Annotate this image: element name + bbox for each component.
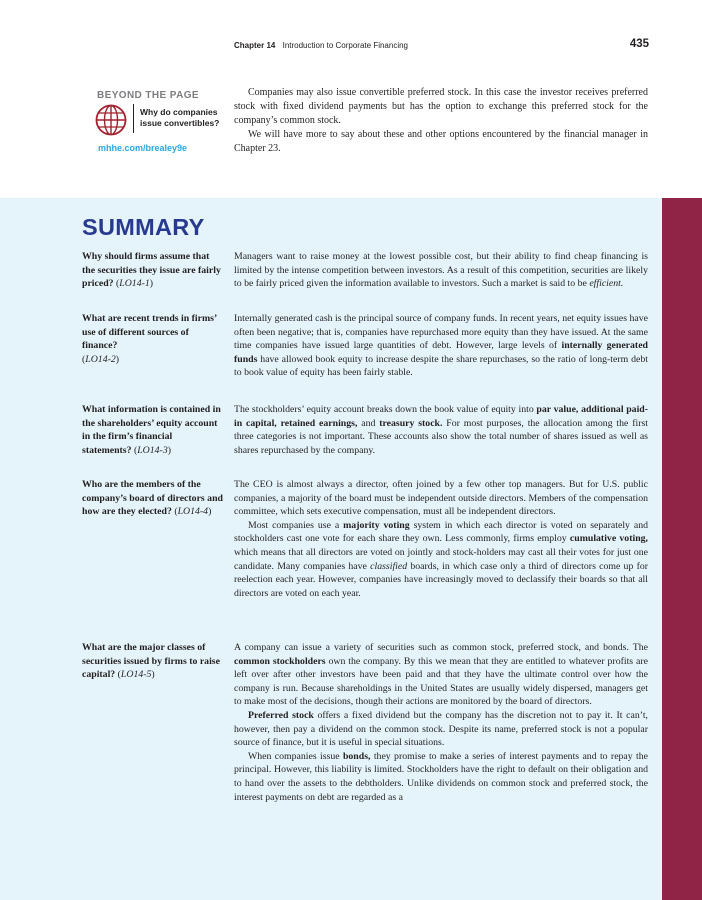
beyond-the-page-caption: Why do companies issue convertibles? — [140, 107, 220, 128]
summary-question: What are recent trends in firms’ use of different sources of finance? (LO14-2) — [82, 313, 217, 365]
divider — [133, 104, 134, 133]
side-tab — [662, 198, 702, 900]
summary-answer: The CEO is almost always a director, often joined by a few other top managers. But for U.S. public companies, a majority of the board must be independent outside directors. Members of the compensation committee, which sets executive compensation, must all be independent directors. Most companies use a majority voting system in which each director is voted on separately and stockholders cast one vote for each share they own. Less commonly, firms employ cumulative voting, which means that all directors are voted on jointly and stock-holders may cast all their votes for just one candidate. Many companies have classified boards, in which case only a third of directors come up for reelection each year. However, companies have increasingly moved to declassify their boards so that all directors are voted on each year. — [234, 479, 649, 599]
running-header — [234, 41, 408, 50]
learning-objective: LO14-3 — [137, 444, 168, 456]
summary-answer: Internally generated cash is the principal source of company funds. In recent years, net equity issues have often been negative; that is, companies have repurchased more equity than they have issued. At the same time companies have issued large quantities of debt. However, large levels of internally generated funds have allowed book equity to increase despite the share repurchases, so the ratio of long-term debt to book value of equity has been fairly stable. — [234, 313, 648, 379]
intro-paragraph: We will have more to say about these and other options encountered by the financial manager in Chapter 23. — [234, 129, 648, 154]
summary-question: What information is contained in the shareholders’ equity account in the firm’s financial statements? (LO14-3) — [82, 404, 221, 456]
intro-text — [234, 86, 648, 156]
learning-objective: LO14-2 — [85, 353, 116, 365]
learning-objective: LO14-5 — [120, 669, 152, 681]
learning-objective: LO14-1 — [119, 278, 150, 290]
summary-title: SUMMARY — [82, 214, 205, 240]
chapter-title: Introduction to Corporate Financing — [282, 41, 408, 50]
chapter-label: Chapter 14 — [234, 41, 276, 50]
intro-paragraph: Companies may also issue convertible preferred stock. In this case the investor receives preferred stock with fixed dividend payments but has the option to exchange this preferred stock for the company’s common stock. — [234, 87, 648, 126]
summary-answer: The stockholders’ equity account breaks down the book value of equity into par value, additional paid-in capital, retained earnings, and treasury stock. For most purposes, the allocation among the first three categories is not important. These accounts also show the total number of shares issued as well as shares repurchased by the company. — [234, 404, 648, 456]
beyond-the-page-link[interactable]: mhhe.com/brealey9e — [98, 143, 188, 153]
summary-answer: Managers want to raise money at the lowest possible cost, but their ability to find cheap financing is limited by the intense competition between investors. As a result of this competition, securities are likely to be fairly priced given the information available to investors. Such a market is said to be efficient. — [234, 251, 648, 290]
page-number: 435 — [629, 38, 649, 50]
summary-question: Who are the members of the company’s board of directors and how are they elected? (LO14-4) — [82, 479, 223, 518]
beyond-the-page-title: BEYOND THE PAGE — [97, 90, 199, 101]
learning-objective: LO14-4 — [177, 506, 209, 518]
globe-icon — [95, 104, 127, 136]
summary-answer: A company can issue a variety of securities such as common stock, preferred stock, and bonds. The common stockholders own the company. By this we mean that they are entitled to whatever profits are left over after other investors have been paid and that they have the ultimate control over how the company is run. Because shareholdings in the United States are usually widely dispersed, managers get to make most of the decisions, though their actions are monitored by the board of directors. Preferred stock offers a fixed dividend but the company has the discretion not to pay it. It can’t, however, then pay a dividend on the common stock. Despite its name, preferred stock is not a popular source of finance, but it is useful in special situations. When companies issue bonds, they promise to make a series of interest payments and to repay the principal. However, this liability is limited. Stockholders have the right to default on their obligation and to hand over the assets to the debtholders. Unlike dividends on common stock and preferred stock, the interest payments on debt are regarded as a — [234, 642, 649, 803]
summary-question: Why should firms assume that the securities they issue are fairly priced? (LO14-1) — [82, 251, 221, 290]
summary-question: What are the major classes of securities issued by firms to raise capital? (LO14-5) — [82, 642, 220, 681]
